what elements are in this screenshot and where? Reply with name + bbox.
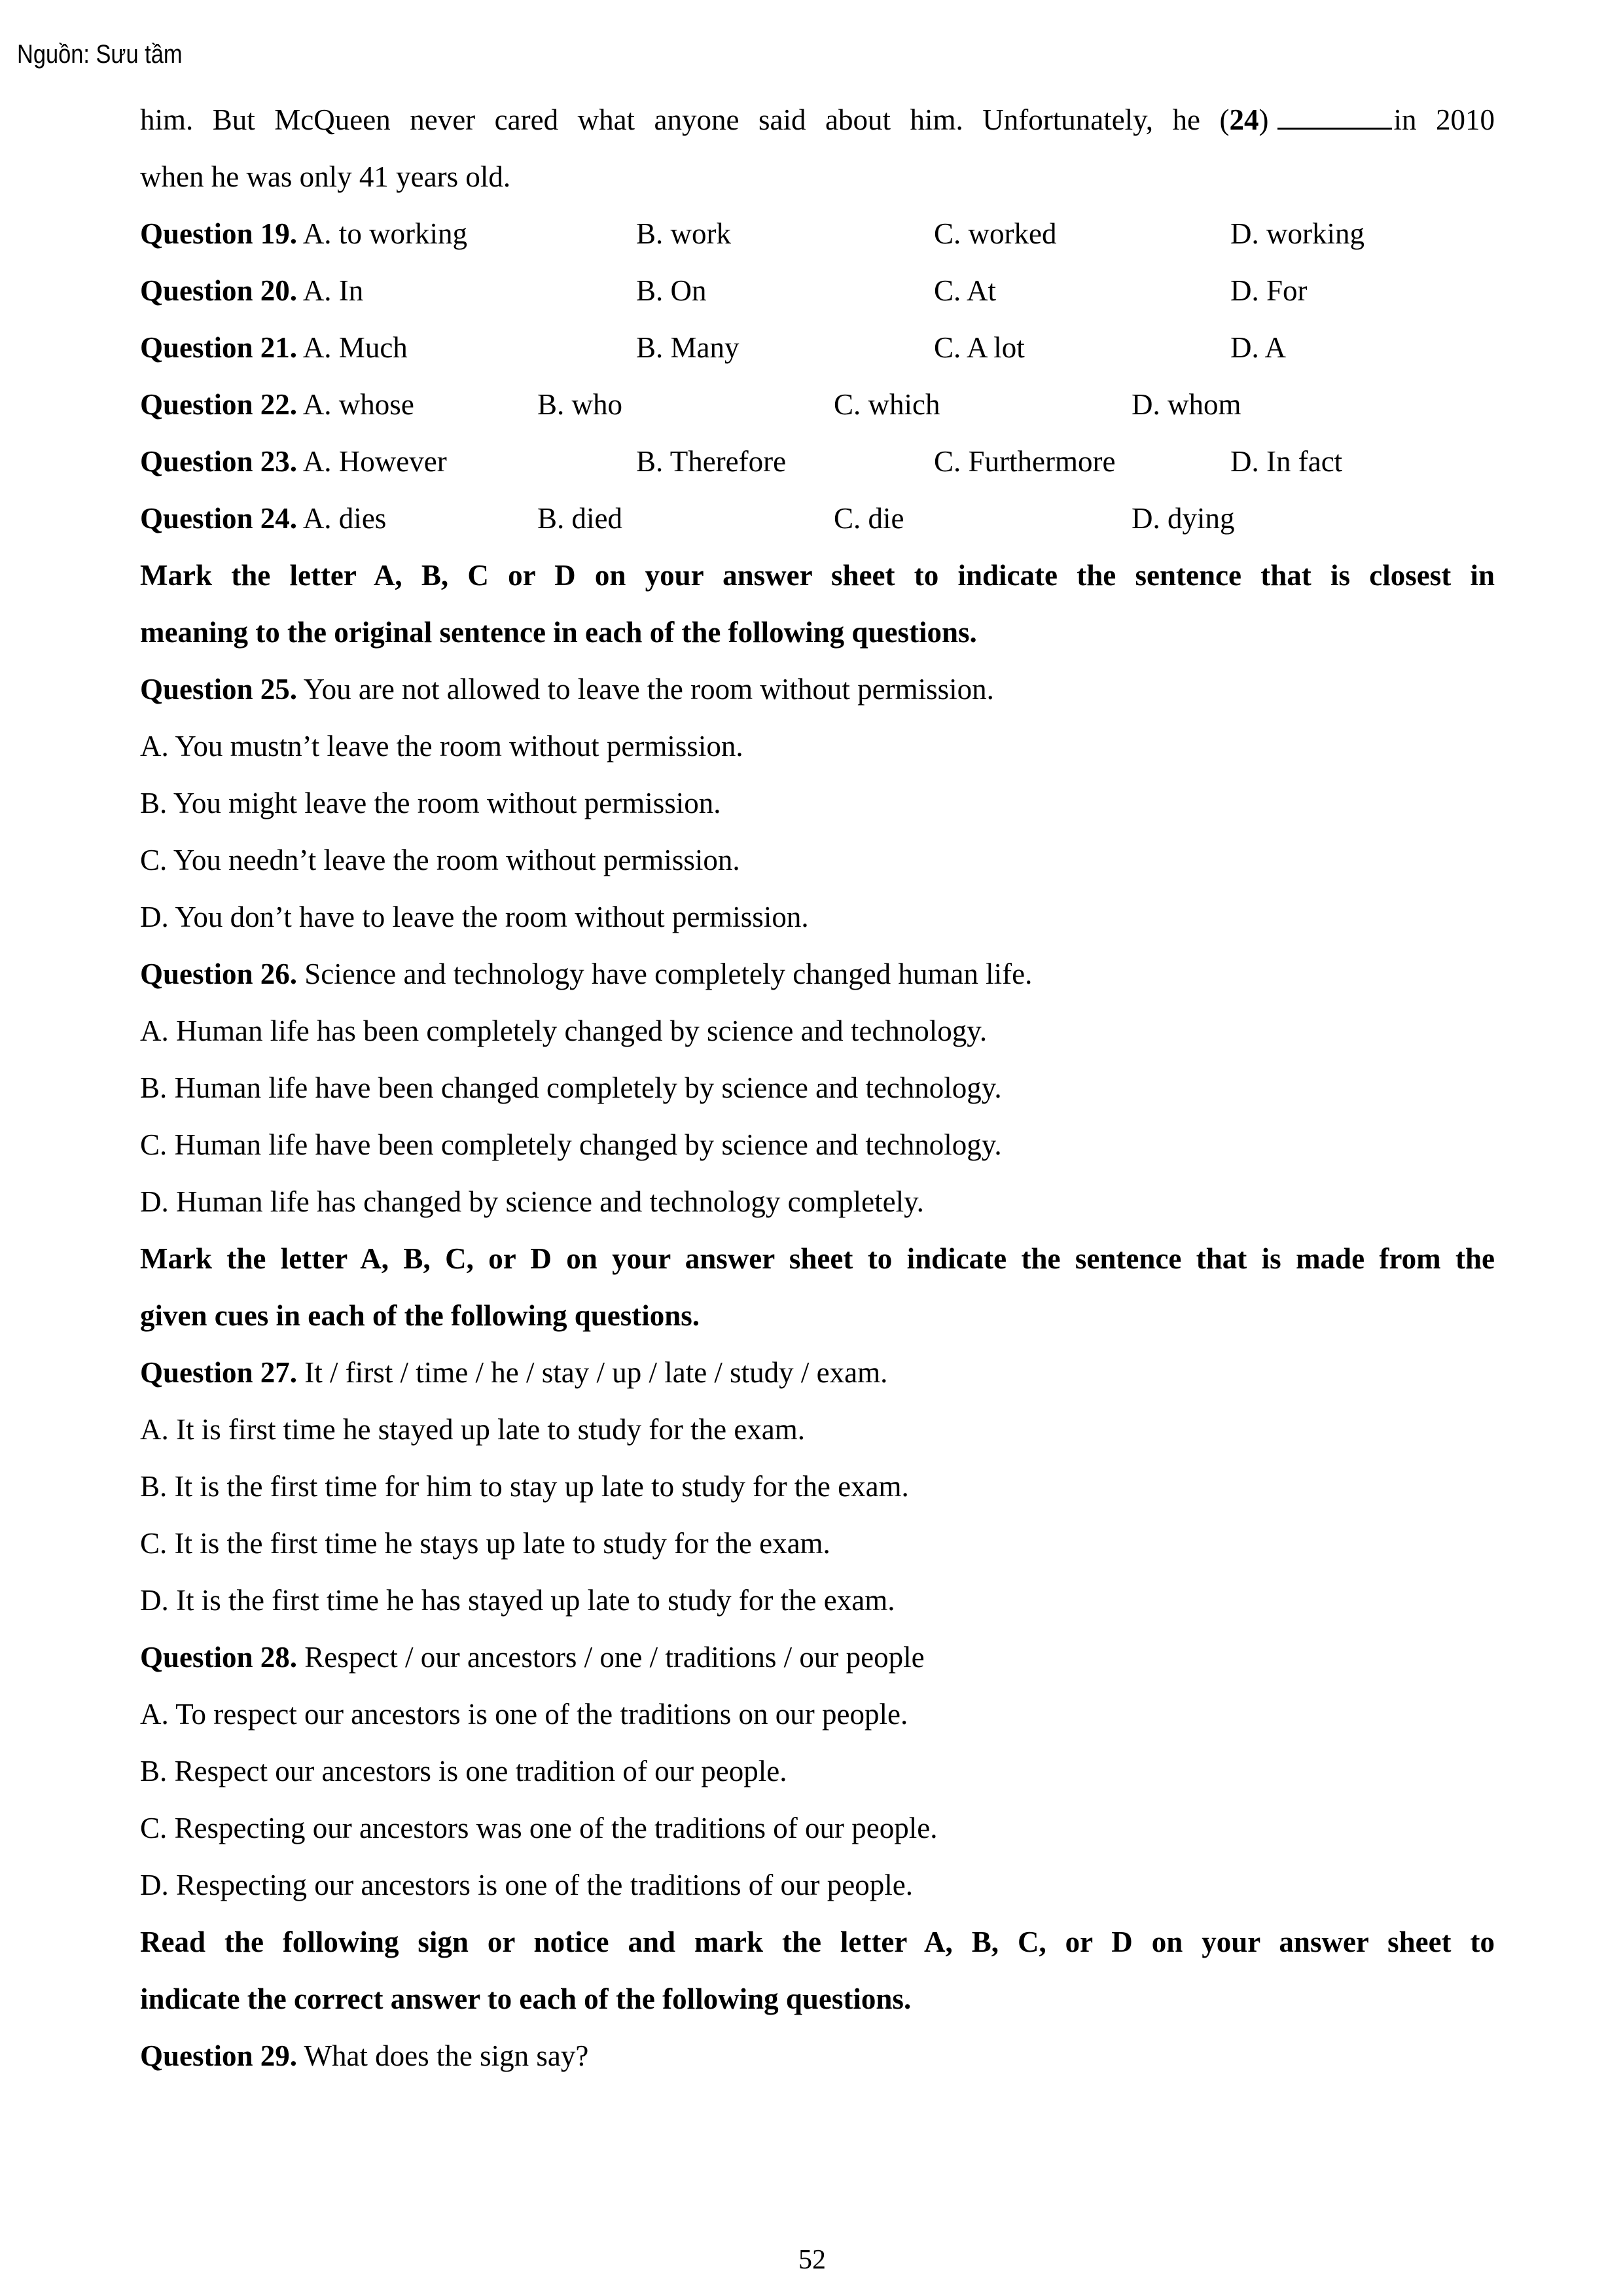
question-27-option-c: C. It is the first time he stays up late to study for the exam. bbox=[140, 1527, 830, 1560]
blank-number: 24 bbox=[1229, 103, 1259, 136]
page-number: 52 bbox=[798, 2245, 826, 2275]
question-25-option-c: C. You needn’t leave the room without permission. bbox=[140, 844, 740, 876]
option-d: D. A bbox=[1230, 331, 1287, 364]
question-23 bbox=[140, 433, 1495, 490]
question-label: Question 21. bbox=[140, 331, 298, 364]
question-label: Question 27. bbox=[140, 1356, 298, 1389]
question-26-option-c: C. Human life have been completely changed by science and technology. bbox=[140, 1128, 1002, 1161]
question-28-stem bbox=[140, 1629, 1495, 1686]
question-26-option-a: A. Human life has been completely changed by science and technology. bbox=[140, 1014, 988, 1047]
question-27-option-b: B. It is the first time for him to stay up late to study for the exam. bbox=[140, 1470, 909, 1503]
option-a: A. Much bbox=[302, 331, 408, 364]
question-label: Question 29. bbox=[140, 2039, 298, 2072]
answer-blank bbox=[1277, 105, 1392, 130]
question-25-option-a: A. You mustn’t leave the room without permission. bbox=[140, 730, 743, 762]
question-stem: You are not allowed to leave the room without permission. bbox=[303, 673, 994, 706]
option-a: A. In bbox=[302, 274, 364, 307]
option-c: C. At bbox=[934, 274, 997, 307]
option-d: D. For bbox=[1230, 274, 1308, 307]
question-26-option-d: D. Human life has changed by science and technology completely. bbox=[140, 1185, 924, 1218]
source-header: Nguồn: Sưu tầm bbox=[17, 40, 183, 69]
question-27-option-a: A. It is first time he stayed up late to study for the exam. bbox=[140, 1413, 806, 1446]
option-b: B. work bbox=[636, 217, 731, 250]
option-d: D. dying bbox=[1132, 502, 1235, 535]
question-29-stem bbox=[140, 2028, 1495, 2085]
option-d: D. working bbox=[1230, 217, 1364, 250]
paren-close: ) bbox=[1258, 103, 1269, 136]
option-d: D. In fact bbox=[1230, 445, 1343, 478]
passage-line-2: when he was only 41 years old. bbox=[140, 160, 511, 193]
question-25-option-d: D. You don’t have to leave the room without permission. bbox=[140, 901, 809, 933]
question-label: Question 20. bbox=[140, 274, 298, 307]
passage-text-after-blank: in 2010 bbox=[1393, 103, 1495, 136]
option-c: C. worked bbox=[934, 217, 1057, 250]
question-stem: Science and technology have completely changed human life. bbox=[304, 958, 1033, 990]
question-27-option-d: D. It is the first time he has stayed up late to study for the exam. bbox=[140, 1584, 895, 1617]
question-28-option-a: A. To respect our ancestors is one of the traditions on our people. bbox=[140, 1698, 908, 1731]
option-a: A. to working bbox=[302, 217, 468, 250]
option-b: B. who bbox=[537, 388, 623, 421]
question-24 bbox=[140, 490, 1495, 547]
option-d: D. whom bbox=[1132, 388, 1241, 421]
question-label: Question 24. bbox=[140, 502, 298, 535]
passage-text: him. But McQueen never cared what anyone said about him. Unfortunately, he ( bbox=[140, 103, 1230, 136]
question-26-option-b: B. Human life have been changed completely by science and technology. bbox=[140, 1071, 1002, 1104]
question-stem: Respect / our ancestors / one / traditions / our people bbox=[304, 1641, 925, 1674]
question-25-stem bbox=[140, 661, 1495, 718]
question-22 bbox=[140, 376, 1495, 433]
question-label: Question 22. bbox=[140, 388, 298, 421]
question-25-option-b: B. You might leave the room without permission. bbox=[140, 787, 721, 819]
question-stem: It / first / time / he / stay / up / late / study / exam. bbox=[304, 1356, 888, 1389]
option-c: C. which bbox=[834, 388, 940, 421]
option-a: A. dies bbox=[302, 502, 387, 535]
option-c: C. Furthermore bbox=[934, 445, 1116, 478]
option-c: C. die bbox=[834, 502, 904, 535]
question-label: Question 19. bbox=[140, 217, 298, 250]
exam-content bbox=[140, 92, 1495, 2085]
section-instruction-cues-2: given cues in each of the following questions. bbox=[140, 1299, 700, 1332]
question-stem: What does the sign say? bbox=[304, 2039, 589, 2072]
option-a: A. However bbox=[302, 445, 447, 478]
question-label: Question 23. bbox=[140, 445, 298, 478]
question-label: Question 28. bbox=[140, 1641, 298, 1674]
question-21 bbox=[140, 319, 1495, 376]
question-28-option-d: D. Respecting our ancestors is one of the traditions of our people. bbox=[140, 1869, 913, 1901]
option-a: A. whose bbox=[302, 388, 414, 421]
section-instruction-closest-1: Mark the letter A, B, C or D on your answer sheet to indicate the sentence that is closest in bbox=[140, 559, 1495, 592]
question-28-option-c: C. Respecting our ancestors was one of the traditions of our people. bbox=[140, 1812, 938, 1844]
option-c: C. A lot bbox=[934, 331, 1025, 364]
option-b: B. Therefore bbox=[636, 445, 787, 478]
question-19 bbox=[140, 206, 1495, 262]
section-instruction-sign-1: Read the following sign or notice and mark the letter A, B, C, or D on your answer sheet to bbox=[140, 1926, 1495, 1958]
section-instruction-closest-2: meaning to the original sentence in each of the following questions. bbox=[140, 616, 977, 649]
section-instruction-sign-2: indicate the correct answer to each of the following questions. bbox=[140, 1982, 912, 2015]
question-label: Question 26. bbox=[140, 958, 298, 990]
question-26-stem bbox=[140, 946, 1495, 1003]
question-27-stem bbox=[140, 1344, 1495, 1401]
option-b: B. died bbox=[537, 502, 622, 535]
question-label: Question 25. bbox=[140, 673, 298, 706]
option-b: B. On bbox=[636, 274, 707, 307]
question-28-option-b: B. Respect our ancestors is one tradition of our people. bbox=[140, 1755, 787, 1787]
passage-line-1 bbox=[140, 92, 1495, 149]
option-b: B. Many bbox=[636, 331, 740, 364]
section-instruction-cues-1: Mark the letter A, B, C, or D on your answer sheet to indicate the sentence that is made from the bbox=[140, 1242, 1495, 1275]
question-20 bbox=[140, 262, 1495, 319]
